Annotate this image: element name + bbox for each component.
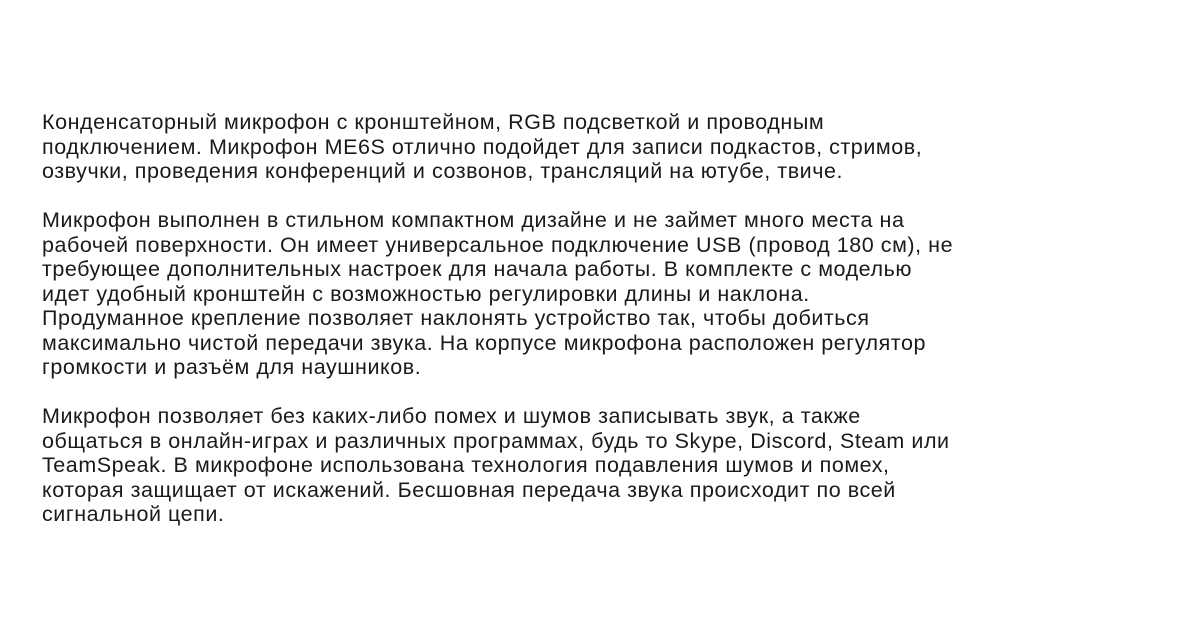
paragraph-line: Продуманное крепление позволяет наклонять устройство так, чтобы добиться	[42, 306, 870, 330]
product-description	[42, 110, 1172, 527]
paragraph-line: Конденсаторный микрофон с кронштейном, RGB подсветкой и проводным	[42, 110, 825, 134]
paragraph-line: максимально чистой передачи звука. На корпусе микрофона расположен регулятор	[42, 330, 926, 355]
paragraph-line: TeamSpeak. В микрофоне использована технология подавления шумов и помех,	[42, 453, 890, 477]
paragraph-line: рабочей поверхности. Он имеет универсальное подключение USB (провод 180 см), не	[42, 232, 954, 257]
paragraph-line: Микрофон выполнен в стильном компактном дизайне и не займет много места на	[42, 208, 905, 232]
paragraph-line: подключением. Микрофон ME6S отлично подойдет для записи подкастов, стримов,	[42, 134, 923, 159]
paragraph-line: идет удобный кронштейн с возможностью регулировки длины и наклона.	[42, 281, 810, 306]
paragraph-line: требующее дополнительных настроек для начала работы. В комплекте с моделью	[42, 257, 912, 281]
description-paragraph-2	[42, 208, 1172, 380]
paragraph-line: озвучки, проведения конференций и созвонов, трансляций на ютубе, твиче.	[42, 159, 844, 183]
paragraph-line: сигнальной цепи.	[42, 502, 225, 526]
paragraph-line: которая защищает от искажений. Бесшовная передача звука происходит по всей	[42, 477, 896, 502]
paragraph-line: громкости и разъём для наушников.	[42, 355, 422, 379]
description-paragraph-1	[42, 110, 1172, 184]
paragraph-line: Микрофон позволяет без каких-либо помех и шумов записывать звук, а также	[42, 404, 861, 428]
description-paragraph-3	[42, 404, 1172, 527]
paragraph-line: общаться в онлайн-играх и различных программах, будь то Skype, Discord, Steam или	[42, 428, 950, 453]
